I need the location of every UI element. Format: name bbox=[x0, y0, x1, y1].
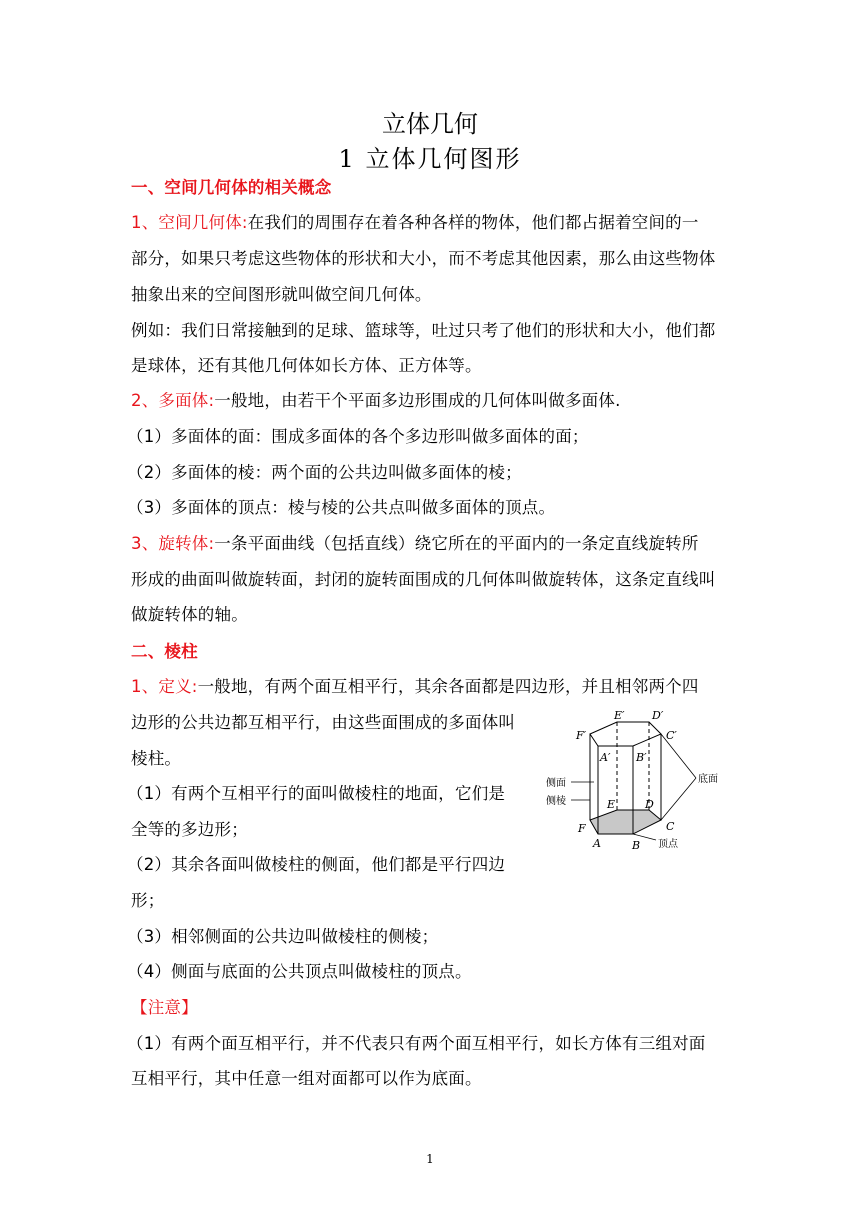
side-face-label: 侧面 bbox=[546, 778, 566, 789]
vertex-label: C bbox=[666, 820, 675, 833]
paragraph-line bbox=[131, 673, 699, 697]
list-item: （2）其余各面叫做棱柱的侧面，他们都是平行四边 bbox=[127, 855, 506, 874]
definition-text: 一条平面曲线（包括直线）绕它所在的平面内的一条定直线旋转所 bbox=[214, 534, 699, 553]
term-label: 2、多面体: bbox=[131, 391, 215, 410]
list-item-continuation: 形； bbox=[131, 891, 165, 910]
vertex-label: D′ bbox=[652, 709, 664, 722]
vertex-callout-label: 顶点 bbox=[658, 839, 678, 850]
list-item: （1）有两个互相平行的面叫做棱柱的地面，它们是 bbox=[127, 784, 506, 803]
term-label: 3、旋转体: bbox=[131, 534, 215, 553]
definition-text: 在我们的周围存在着各种各样的物体，他们都占据着空间的一 bbox=[247, 213, 699, 232]
definition-text: 一般地，由若干个平面多边形围成的几何体叫做多面体. bbox=[214, 391, 621, 410]
vertex-label: E bbox=[607, 798, 616, 811]
note-line: 互相平行，其中任意一组对面都可以作为底面。 bbox=[131, 1069, 482, 1088]
vertex-label: A′ bbox=[600, 751, 611, 764]
section-1-heading: 一、空间几何体的相关概念 bbox=[131, 178, 332, 197]
section-2-heading: 二、棱柱 bbox=[131, 642, 198, 661]
note-heading: 【注意】 bbox=[131, 998, 198, 1017]
paragraph-line: 棱柱。 bbox=[131, 749, 182, 768]
list-item: （3）相邻侧面的公共边叫做棱柱的侧棱； bbox=[127, 927, 439, 946]
vertex-label: C′ bbox=[666, 729, 677, 742]
top-base-face bbox=[590, 722, 661, 746]
term-label: 1、定义: bbox=[131, 677, 198, 696]
vertex-label: E′ bbox=[614, 709, 625, 722]
vertex-label: F bbox=[578, 822, 586, 835]
vertex-label: F′ bbox=[576, 729, 587, 742]
example-line: 例如：我们日常接触到的足球、篮球等，吐过只考了他们的形状和大小，他们都 bbox=[131, 321, 716, 340]
paragraph-line: 抽象出来的空间图形就叫做空间几何体。 bbox=[131, 285, 432, 304]
paragraph-line bbox=[131, 209, 699, 233]
vertex-label: D bbox=[645, 798, 654, 811]
paragraph-line: 形成的曲面叫做旋转面，封闭的旋转面围成的几何体叫做旋转体，这条定直线叫 bbox=[131, 570, 716, 589]
definition-text: 一般地，有两个面互相平行，其余各面都是四边形，并且相邻两个四 bbox=[197, 677, 699, 696]
vertex-label: B′ bbox=[636, 751, 647, 764]
vertex-label: A bbox=[593, 837, 601, 850]
vertex-label: B bbox=[632, 839, 641, 852]
side-edge-label: 侧棱 bbox=[546, 796, 566, 807]
paragraph-line: 部分，如果只考虑这些物体的形状和大小，而不考虑其他因素，那么由这些物体 bbox=[131, 249, 716, 268]
list-item-continuation: 全等的多边形； bbox=[131, 820, 248, 839]
base-callout-line-bottom bbox=[661, 778, 696, 820]
list-item: （3）多面体的顶点：棱与棱的公共点叫做多面体的顶点。 bbox=[127, 498, 556, 517]
page-number: 1 bbox=[426, 1152, 434, 1166]
page-subtitle: 1 立体几何图形 bbox=[338, 145, 522, 173]
paragraph-line: 边形的公共边都互相平行，由这些面围成的多面体叫 bbox=[131, 713, 516, 732]
list-item: （1）多面体的面：围成多面体的各个多边形叫做多面体的面； bbox=[127, 427, 589, 446]
list-item: （4）侧面与底面的公共顶点叫做棱柱的顶点。 bbox=[127, 962, 472, 981]
note-line: （1）有两个面互相平行，并不代表只有两个面互相平行，如长方体有三组对面 bbox=[127, 1034, 706, 1053]
bottom-base-face bbox=[590, 810, 661, 834]
term-label: 1、空间几何体: bbox=[131, 213, 248, 232]
paragraph-line bbox=[131, 387, 621, 411]
paragraph-line: 做旋转体的轴。 bbox=[131, 605, 248, 624]
page-title: 立体几何 bbox=[382, 110, 478, 138]
base-label: 底面 bbox=[698, 774, 718, 785]
hexagonal-prism-figure bbox=[546, 706, 732, 856]
list-item: （2）多面体的棱：两个面的公共边叫做多面体的棱； bbox=[127, 463, 522, 482]
example-line: 是球体，还有其他几何体如长方体、正方体等。 bbox=[131, 356, 482, 375]
paragraph-line bbox=[131, 530, 699, 554]
